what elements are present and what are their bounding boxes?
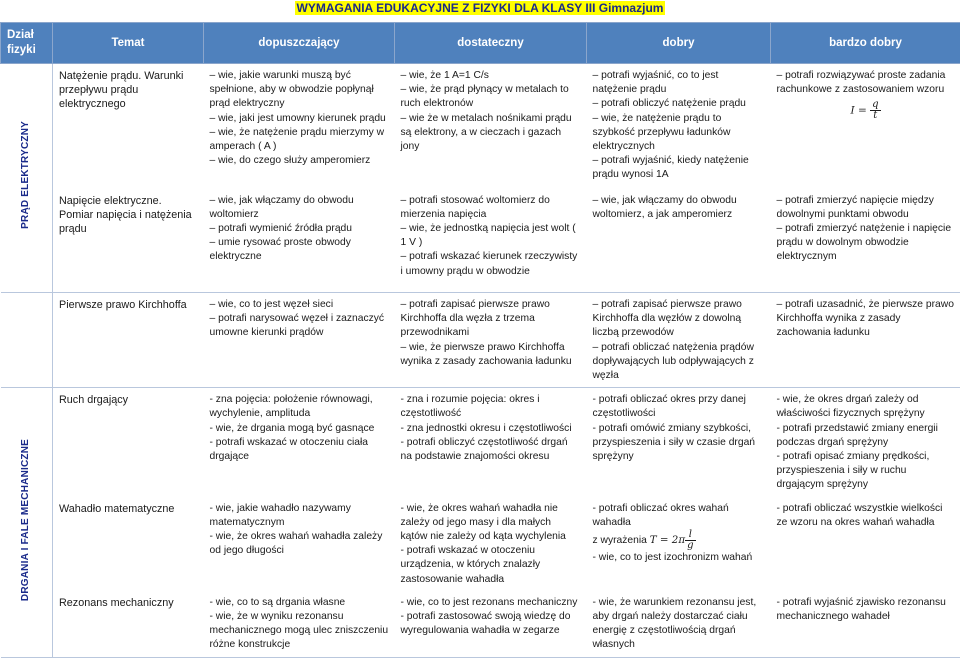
list-item: - wie, że warunkiem rezonansu jest, aby drgań należy dostarczać ciału energię z częstotliwością drgań własnych [593,596,765,653]
list-item: - potrafi obliczać wszystkie wielkości ze wzoru na okres wahań wahadła [777,502,955,530]
dop-cell [204,591,395,657]
list-item: - potrafi omówić zmiany szybkości, przyspieszenia i siły w czasie drgań sprężyny [593,422,765,465]
list-item: - wie, co to są drgania własne [210,596,389,610]
formula-fraction: $\frac{l}{g}$ [685,530,695,551]
list-item: – potrafi wymienić źródła prądu [210,222,389,236]
dost-cell [395,64,587,189]
topic-cell: Pierwsze prawo Kirchhoffa [53,293,204,388]
list-item: – wie, do czego służy amperomierz [210,154,389,168]
table-row [1,591,960,657]
list-item: - potrafi wyjaśnić zjawisko rezonansu mechanicznego wahadeł [777,596,955,624]
section-drgania [1,388,53,657]
list-item: – wie że w metalach nośnikami prądu są elektrony, a w cieczach i gazach jony [401,112,581,155]
list-item: – potrafi zapisać pierwsze prawo Kirchhoffa dla węzłów z dowolną liczbą przewodów [593,298,765,341]
table-row [1,388,960,497]
list-item: - potrafi wskazać w otoczeniu urządzenia, w których znalazły zastosowanie wahadła [401,544,581,587]
bdobry-cell [771,497,960,591]
list-item: - wie, że drgania mogą być gasnące [210,422,389,436]
bdobry-cell [771,591,960,657]
dop-cell [204,293,395,388]
list-item: - zna pojęcia: położenie równowagi, wychylenie, amplituda [210,393,389,421]
dop-cell [204,497,395,591]
dost-cell [395,497,587,591]
list-item: - wie, co to jest izochronizm wahań [593,551,765,565]
list-item: – umie rysować proste obwody elektryczne [210,236,389,264]
header-dostateczny: dostateczny [395,23,587,64]
bdobry-cell [771,64,960,189]
header-row [1,23,960,64]
list-item: – potrafi zapisać pierwsze prawo Kirchhoffa dla węzła z trzema przewodnikami [401,298,581,341]
section-drgania-label: DRGANIA I FALE MECHANICZNE [19,439,33,601]
list-item: - zna i rozumie pojęcia: okres i częstotliwość [401,393,581,421]
formula-pendulum: T = 2π [650,534,685,546]
bdobry-cell [771,293,960,388]
topic-cell: Natężenie prądu. Warunki przepływu prądu elektrycznego [53,64,204,189]
table-row [1,64,960,189]
list-item: – potrafi uzasadnić, że pierwsze prawo Kirchhoffa wynika z zasady zachowania ładunku [777,298,955,341]
list-item: - wie, że okres wahań wahadła zależy od jego długości [210,530,389,558]
list-item: - potrafi zastosować swoją wiedzę do wyregulowania wahadła w zegarze [401,610,581,638]
dop-cell [204,388,395,497]
list-item: – wie, że prąd płynący w metalach to ruch elektronów [401,83,581,111]
list-item: – wie, że pierwsze prawo Kirchhoffa wynika z zasady zachowania ładunku [401,341,581,369]
formula-line [593,530,765,551]
list-item: - wie, że okres drgań zależy od właściwości fizycznych sprężyny [777,393,955,421]
list-item: – potrafi stosować woltomierz do mierzenia napięcia [401,194,581,222]
section-prad [1,64,53,293]
topic-cell: Wahadło matematyczne [53,497,204,591]
list-item: – wie, jaki jest umowny kierunek prądu [210,112,389,126]
dobry-cell [587,189,771,293]
dost-cell [395,189,587,293]
requirements-table [0,22,960,658]
list-item: – wie, że natężenie prądu to szybkość przepływu ładunków elektrycznych [593,112,765,155]
section-empty [1,293,53,388]
table-row [1,497,960,591]
dobry-cell [587,388,771,497]
list-item: – potrafi obliczać natężenia prądów dopływających lub odpływających z węzła [593,341,765,384]
list-item: – wie, jak włączamy do obwodu woltomierz [210,194,389,222]
list-item: - potrafi obliczać okres przy danej częstotliwości [593,393,765,421]
bdobry-cell [771,189,960,293]
list-item: - zna jednostki okresu i częstotliwości [401,422,581,436]
topic-cell: Rezonans mechaniczny [53,591,204,657]
list-item: - wie, jakie wahadło nazywamy matematycznym [210,502,389,530]
list-item: - potrafi obliczyć częstotliwość drgań na podstawie znajomości okresu [401,436,581,464]
list-item: - potrafi przedstawić zmiany energii podczas drgań sprężyny [777,422,955,450]
list-item: – potrafi zmierzyć napięcie między dowolnymi punktami obwodu [777,194,955,222]
list-item: – potrafi zmierzyć natężenie i napięcie prądu w dowolnym obwodzie elektrycznym [777,222,955,265]
header-dopuszczajacy: dopuszczający [204,23,395,64]
list-item: - wie, że w wyniku rezonansu mechanicznego mogą ulec zniszczeniu różne konstrukcje [210,610,389,653]
list-item: - potrafi opisać zmiany prędkości, przyspieszenia i siły w ruchu drgającym sprężyny [777,450,955,493]
dobry-cell [587,64,771,189]
list-item: – wie, że jednostką napięcia jest wolt ( 1 V ) [401,222,581,250]
list-item: – potrafi wskazać kierunek rzeczywisty i umowny prądu w obwodzie [401,250,581,278]
dost-cell [395,591,587,657]
list-item: - potrafi obliczać okres wahań wahadła [593,502,765,530]
dop-cell [204,64,395,189]
header-dzial: Dział fizyki [1,23,53,64]
list-item: – wie, jak włączamy do obwodu woltomierz, a jak amperomierz [593,194,765,222]
formula-intro: z wyrażenia [593,535,647,546]
list-item: - potrafi wskazać w otoczeniu ciała drgające [210,436,389,464]
page-title [0,0,960,20]
dobry-cell [587,591,771,657]
bdobry-cell [771,388,960,497]
list-item: - wie, że okres wahań wahadła nie zależy od jego masy i dla małych kątów nie zależy od kąta wychylenia [401,502,581,545]
table-row [1,189,960,293]
dop-cell [204,189,395,293]
dost-cell [395,388,587,497]
header-bardzo-dobry: bardzo dobry [771,23,960,64]
list-item: – wie, że natężenie prądu mierzymy w amperach ( A ) [210,126,389,154]
section-prad-label: PRĄD ELEKTRYCZNY [19,121,33,229]
list-item: – potrafi obliczyć natężenie prądu [593,97,765,111]
list-item: – wie, że 1 A=1 C/s [401,69,581,83]
formula-current: I = $\frac{q}{t}$ [777,100,955,121]
topic-cell: Napięcie elektryczne. Pomiar napięcia i natężenia prądu [53,189,204,293]
header-dobry: dobry [587,23,771,64]
list-item: – potrafi rozwiązywać proste zadania rachunkowe z zastosowaniem wzoru [777,69,955,97]
dobry-cell [587,293,771,388]
list-item: – potrafi wyjaśnić, kiedy natężenie prądu wynosi 1A [593,154,765,182]
table-row [1,293,960,388]
list-item: - wie, co to jest rezonans mechaniczny [401,596,581,610]
topic-cell: Ruch drgający [53,388,204,497]
header-temat: Temat [53,23,204,64]
page-title-text: WYMAGANIA EDUKACYJNE Z FIZYKI DLA KLASY III Gimnazjum [295,1,666,15]
dost-cell [395,293,587,388]
dobry-cell [587,497,771,591]
list-item: – potrafi narysować węzeł i zaznaczyć umowne kierunki prądów [210,312,389,340]
list-item: – wie, co to jest węzeł sieci [210,298,389,312]
list-item: – wie, jakie warunki muszą być spełnione, aby w obwodzie popłynął prąd elektryczny [210,69,389,112]
list-item: – potrafi wyjaśnić, co to jest natężenie prądu [593,69,765,97]
